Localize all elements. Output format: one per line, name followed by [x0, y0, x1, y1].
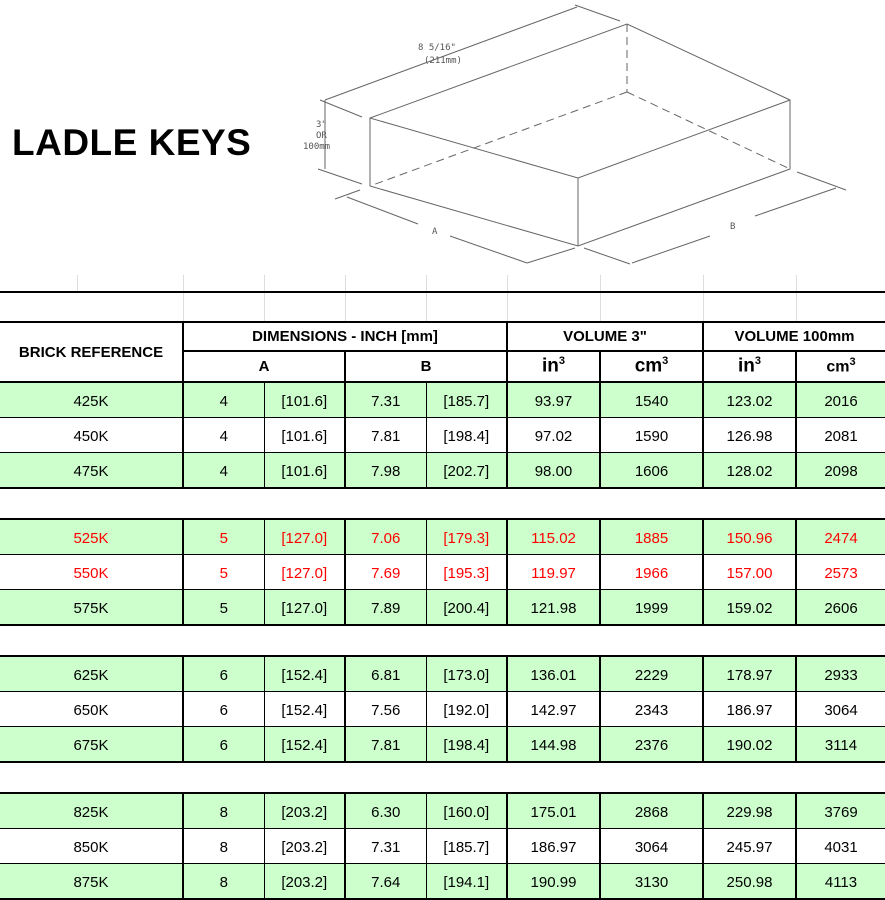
cell-a-in: 6 — [183, 656, 264, 692]
cell-b-mm: [173.0] — [426, 656, 507, 692]
cell-a-in: 8 — [183, 864, 264, 900]
cell-v3-cm3: 1590 — [600, 418, 703, 453]
table-row — [0, 555, 885, 590]
cell-b-in: 7.31 — [345, 829, 426, 864]
cell-a-mm: [152.4] — [264, 727, 345, 763]
empty-cell — [600, 625, 703, 656]
cell-v100-in3: 245.97 — [703, 829, 796, 864]
cell-v100-in3: 229.98 — [703, 793, 796, 829]
cell-b-mm: [160.0] — [426, 793, 507, 829]
cell-a-in: 6 — [183, 692, 264, 727]
cell-a-in: 4 — [183, 453, 264, 489]
cell-v100-cm3: 4031 — [796, 829, 885, 864]
cell-a-in: 8 — [183, 829, 264, 864]
cell-a-mm: [152.4] — [264, 656, 345, 692]
cell-ref: 450K — [0, 418, 183, 453]
cell-v100-cm3: 3064 — [796, 692, 885, 727]
cell-ref: 625K — [0, 656, 183, 692]
cell-a-in: 5 — [183, 590, 264, 626]
table-row — [0, 864, 885, 900]
cell-v3-in3: 190.99 — [507, 864, 600, 900]
empty-cell — [796, 625, 885, 656]
table-row — [0, 656, 885, 692]
cell-b-in: 7.81 — [345, 727, 426, 763]
cell-ref: 475K — [0, 453, 183, 489]
cell-v3-in3: 142.97 — [507, 692, 600, 727]
cell-v3-cm3: 1885 — [600, 519, 703, 555]
cell-b-mm: [185.7] — [426, 382, 507, 418]
cell-b-in: 7.64 — [345, 864, 426, 900]
cell-v3-in3: 98.00 — [507, 453, 600, 489]
table-row — [0, 519, 885, 555]
cell-v100-in3: 123.02 — [703, 382, 796, 418]
table-row — [0, 793, 885, 829]
empty-cell — [264, 762, 345, 793]
empty-cell — [426, 762, 507, 793]
cell-a-mm: [152.4] — [264, 692, 345, 727]
cell-ref: 550K — [0, 555, 183, 590]
cell-b-mm: [192.0] — [426, 692, 507, 727]
empty-cell — [507, 488, 600, 519]
empty-cell — [0, 625, 183, 656]
empty-cell — [600, 488, 703, 519]
cell-v3-cm3: 1540 — [600, 382, 703, 418]
cell-v3-cm3: 1966 — [600, 555, 703, 590]
group-separator-row — [0, 625, 885, 656]
cell-b-mm: [195.3] — [426, 555, 507, 590]
cell-v100-in3: 250.98 — [703, 864, 796, 900]
page-title: LADLE KEYS — [12, 122, 252, 163]
dimension-b-label: B — [730, 222, 736, 232]
cell-a-in: 5 — [183, 519, 264, 555]
empty-cell — [183, 762, 264, 793]
empty-cell — [0, 488, 183, 519]
empty-cell — [703, 488, 796, 519]
cell-ref: 850K — [0, 829, 183, 864]
table-row — [0, 418, 885, 453]
cell-v3-in3: 97.02 — [507, 418, 600, 453]
cell-v100-in3: 178.97 — [703, 656, 796, 692]
height-label-inch: 3" — [316, 120, 327, 130]
cell-v100-in3: 150.96 — [703, 519, 796, 555]
cell-ref: 525K — [0, 519, 183, 555]
cell-b-in: 7.56 — [345, 692, 426, 727]
height-label-or: OR — [316, 131, 327, 141]
cell-v100-cm3: 3114 — [796, 727, 885, 763]
cell-v100-in3: 128.02 — [703, 453, 796, 489]
empty-cell — [796, 488, 885, 519]
height-label-mm: 100mm — [303, 142, 331, 152]
cell-a-in: 6 — [183, 727, 264, 763]
header-brick-reference: BRICK REFERENCE — [0, 322, 183, 382]
cell-b-in: 7.69 — [345, 555, 426, 590]
cell-b-mm: [194.1] — [426, 864, 507, 900]
empty-cell — [345, 625, 426, 656]
cell-v3-in3: 175.01 — [507, 793, 600, 829]
cell-v100-in3: 190.02 — [703, 727, 796, 763]
cell-v100-cm3: 2016 — [796, 382, 885, 418]
table-row — [0, 453, 885, 489]
cell-v3-cm3: 2229 — [600, 656, 703, 692]
cell-b-mm: [198.4] — [426, 727, 507, 763]
cell-ref: 650K — [0, 692, 183, 727]
group-separator-row — [0, 488, 885, 519]
cell-a-mm: [203.2] — [264, 793, 345, 829]
cell-a-in: 4 — [183, 418, 264, 453]
cell-v3-in3: 119.97 — [507, 555, 600, 590]
cell-b-in: 7.98 — [345, 453, 426, 489]
header-volume-3in: VOLUME 3" — [507, 322, 703, 351]
ladle-keys-table — [0, 291, 885, 900]
cell-v100-cm3: 3769 — [796, 793, 885, 829]
cell-v3-cm3: 3130 — [600, 864, 703, 900]
spreadsheet-gridlines — [0, 275, 885, 291]
cell-a-mm: [127.0] — [264, 590, 345, 626]
cell-v100-cm3: 2573 — [796, 555, 885, 590]
cell-a-in: 8 — [183, 793, 264, 829]
cell-a-mm: [101.6] — [264, 382, 345, 418]
header-v100-cm3: $cm^3$ — [796, 351, 885, 382]
empty-cell — [703, 762, 796, 793]
blank-row — [0, 292, 885, 322]
cell-b-in: 7.89 — [345, 590, 426, 626]
cell-v3-in3: 136.01 — [507, 656, 600, 692]
cell-v100-in3: 126.98 — [703, 418, 796, 453]
header-v3-in3: $in^3$ — [507, 351, 600, 382]
cell-ref: 675K — [0, 727, 183, 763]
cell-v3-in3: 93.97 — [507, 382, 600, 418]
empty-cell — [183, 625, 264, 656]
cell-ref: 425K — [0, 382, 183, 418]
cell-v3-cm3: 2376 — [600, 727, 703, 763]
empty-cell — [183, 488, 264, 519]
cell-v100-cm3: 2081 — [796, 418, 885, 453]
cell-v3-in3: 115.02 — [507, 519, 600, 555]
empty-cell — [264, 488, 345, 519]
cell-b-mm: [200.4] — [426, 590, 507, 626]
cell-a-mm: [203.2] — [264, 829, 345, 864]
cell-v100-cm3: 2606 — [796, 590, 885, 626]
header-volume-100mm: VOLUME 100mm — [703, 322, 885, 351]
cell-ref: 575K — [0, 590, 183, 626]
empty-cell — [0, 762, 183, 793]
cell-ref: 825K — [0, 793, 183, 829]
cell-v3-cm3: 3064 — [600, 829, 703, 864]
empty-cell — [703, 625, 796, 656]
empty-cell — [264, 625, 345, 656]
cell-a-mm: [101.6] — [264, 418, 345, 453]
cell-b-mm: [202.7] — [426, 453, 507, 489]
cell-v100-in3: 157.00 — [703, 555, 796, 590]
cell-v100-in3: 159.02 — [703, 590, 796, 626]
group-separator-row — [0, 762, 885, 793]
header-a: A — [183, 351, 345, 382]
cell-v100-cm3: 2098 — [796, 453, 885, 489]
header-v100-in3: $in^3$ — [703, 351, 796, 382]
cell-b-in: 6.81 — [345, 656, 426, 692]
header-v3-cm3: $cm^3$ — [600, 351, 703, 382]
empty-cell — [796, 762, 885, 793]
empty-cell — [507, 625, 600, 656]
cell-v3-in3: 121.98 — [507, 590, 600, 626]
cell-a-mm: [127.0] — [264, 555, 345, 590]
dimension-a-label: A — [432, 227, 438, 237]
cell-a-in: 5 — [183, 555, 264, 590]
cell-v100-cm3: 2933 — [796, 656, 885, 692]
empty-cell — [345, 762, 426, 793]
empty-cell — [507, 762, 600, 793]
length-dimension-label: 8 5/16" — [418, 43, 456, 53]
cell-v3-cm3: 1606 — [600, 453, 703, 489]
table-row — [0, 692, 885, 727]
cell-b-mm: [179.3] — [426, 519, 507, 555]
empty-cell — [426, 488, 507, 519]
empty-cell — [600, 762, 703, 793]
length-mm-label: (211mm) — [424, 56, 462, 66]
table-row — [0, 590, 885, 626]
cell-v3-cm3: 1999 — [600, 590, 703, 626]
cell-b-mm: [185.7] — [426, 829, 507, 864]
cell-v100-cm3: 2474 — [796, 519, 885, 555]
cell-b-in: 6.30 — [345, 793, 426, 829]
cell-b-in: 7.06 — [345, 519, 426, 555]
cell-a-mm: [203.2] — [264, 864, 345, 900]
header-b: B — [345, 351, 507, 382]
table-row — [0, 382, 885, 418]
header-row-1 — [0, 322, 885, 351]
cell-v100-in3: 186.97 — [703, 692, 796, 727]
cell-v3-cm3: 2343 — [600, 692, 703, 727]
cell-a-mm: [101.6] — [264, 453, 345, 489]
cell-v3-in3: 144.98 — [507, 727, 600, 763]
cell-b-in: 7.81 — [345, 418, 426, 453]
table-row — [0, 829, 885, 864]
empty-cell — [426, 625, 507, 656]
header-dimensions: DIMENSIONS - INCH [mm] — [183, 322, 507, 351]
cell-a-mm: [127.0] — [264, 519, 345, 555]
empty-cell — [345, 488, 426, 519]
cell-b-in: 7.31 — [345, 382, 426, 418]
ladle-key-isometric-diagram — [0, 0, 885, 280]
table-row — [0, 727, 885, 763]
cell-b-mm: [198.4] — [426, 418, 507, 453]
cell-v3-cm3: 2868 — [600, 793, 703, 829]
cell-v100-cm3: 4113 — [796, 864, 885, 900]
cell-a-in: 4 — [183, 382, 264, 418]
cell-ref: 875K — [0, 864, 183, 900]
cell-v3-in3: 186.97 — [507, 829, 600, 864]
